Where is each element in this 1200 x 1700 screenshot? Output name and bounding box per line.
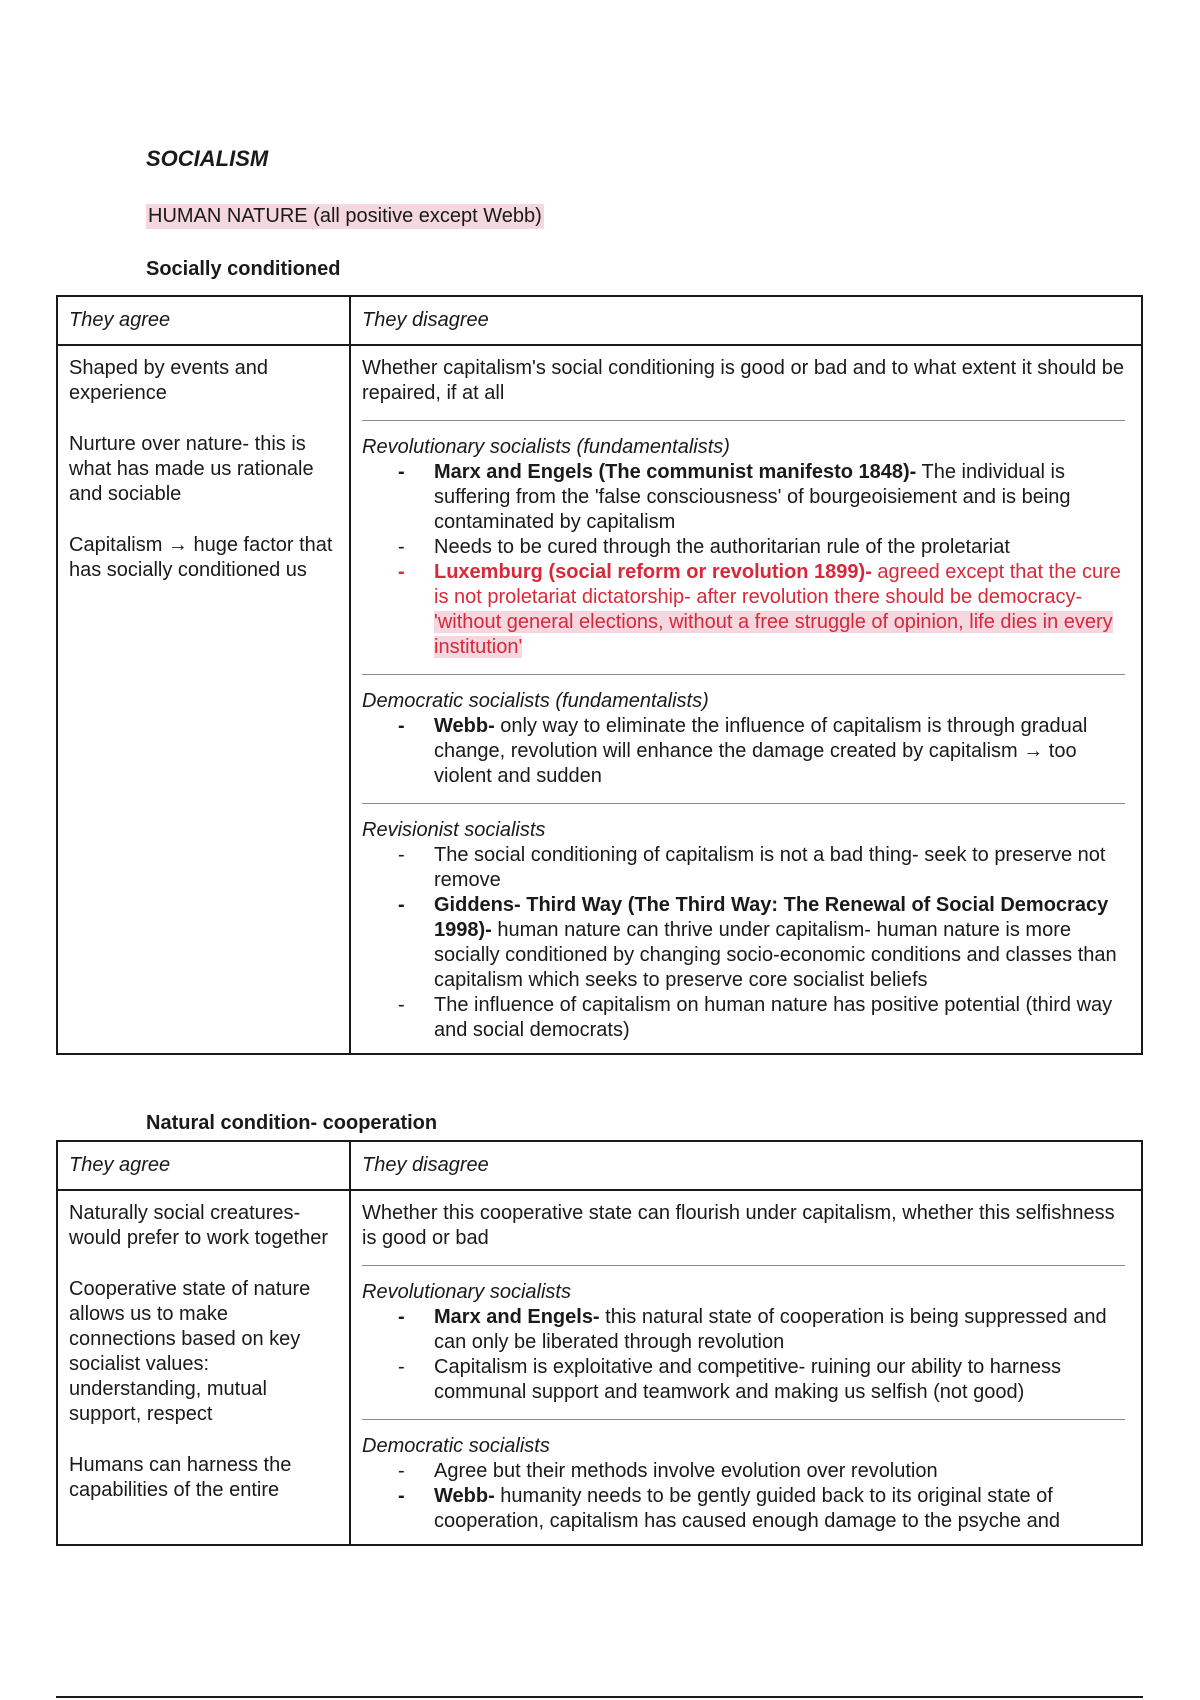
agree-cell <box>57 1190 350 1545</box>
agree-header: They agree <box>57 1141 350 1190</box>
bold-lead: Marx and Engels- <box>434 1306 600 1328</box>
disagree-header: They disagree <box>350 296 1142 345</box>
agree-point: Humans can harness the capabilities of the entire <box>69 1454 292 1501</box>
bold-lead: Webb- <box>434 715 495 737</box>
list-item: - The social conditioning of capitalism is not a bad thing- seek to preserve not remove <box>434 843 1125 893</box>
socially-conditioned-table <box>56 295 1143 1055</box>
list-item <box>434 714 1125 789</box>
revisionist-section <box>362 818 1125 1045</box>
bullet-list <box>362 714 1125 789</box>
democratic-section <box>362 689 1125 804</box>
list-item <box>434 893 1125 993</box>
bullet-list <box>362 1459 1125 1534</box>
agree-point: Nurture over nature- this is what has made us rationale and sociable <box>69 433 314 505</box>
bold-lead: Luxemburg (social reform or revolution 1899)- <box>434 561 872 583</box>
page-bottom-rule <box>56 1696 1143 1698</box>
list-item <box>434 1484 1125 1534</box>
bold-lead: Marx and Engels (The communist manifesto 1848)- <box>434 461 917 483</box>
revolutionary-section <box>362 435 1125 675</box>
agree-cell <box>57 345 350 1054</box>
item-text: The individual is suffering from the 'false consciousness' of bourgeoisiement and is being contaminated by capitalism <box>434 461 1071 533</box>
item-text: humanity needs to be gently guided back to its original state of cooperation, capitalism has caused enough damage to the psyche and <box>434 1485 1060 1532</box>
section-title: Revisionist socialists <box>362 819 546 841</box>
item-text: agreed except that the cure is not proletariat dictatorship- after revolution there should be democracy- <box>434 561 1121 608</box>
item-text: human nature can thrive under capitalism- human nature is more socially conditioned by changing socio-economic conditions and classes than capitalism which seeks to preserve core socialist beliefs <box>434 919 1117 991</box>
disagree-intro-section <box>362 356 1125 421</box>
disagree-cell <box>350 345 1142 1054</box>
list-item: - Capitalism is exploitative and competitive- ruining our ability to harness communal support and teamwork and making us selfish (not good) <box>434 1355 1125 1405</box>
table-header-row <box>57 1141 1142 1190</box>
agree-point: Cooperative state of nature allows us to make connections based on key socialist values: understanding, mutual support, respect <box>69 1278 311 1425</box>
document-title: SOCIALISM <box>146 146 269 171</box>
table-body-row <box>57 345 1142 1054</box>
bold-lead: Webb- <box>434 1485 495 1507</box>
bullet-list <box>362 843 1125 1043</box>
section-title: Democratic socialists (fundamentalists) <box>362 690 709 712</box>
bullet-list <box>362 460 1125 660</box>
table1-caption: Socially conditioned <box>146 258 341 280</box>
list-item-highlighted <box>434 560 1125 660</box>
agree-point: Naturally social creatures- would prefer to work together <box>69 1202 329 1249</box>
disagree-header: They disagree <box>350 1141 1142 1190</box>
democratic-section <box>362 1434 1125 1536</box>
disagree-intro: Whether capitalism's social conditioning is good or bad and to what extent it should be repaired, if at all <box>362 357 1125 404</box>
list-item <box>434 1305 1125 1355</box>
list-item: - Agree but their methods involve evolution over revolution <box>434 1459 1125 1484</box>
table2-caption: Natural condition- cooperation <box>146 1112 438 1134</box>
bullet-list <box>362 1305 1125 1405</box>
bold-lead: Giddens- Third Way (The Third Way: The Renewal of Social Democracy 1998)- <box>434 894 1109 941</box>
list-item <box>434 460 1125 535</box>
section-title: Democratic socialists <box>362 1435 550 1457</box>
list-item: - The influence of capitalism on human nature has positive potential (third way and social democrats) <box>434 993 1125 1043</box>
topic-heading: HUMAN NATURE (all positive except Webb) <box>148 205 542 227</box>
item-text: only way to eliminate the influence of capitalism is through gradual change, revolution will enhance the damage created by capitalism → too violent and sudden <box>434 715 1088 787</box>
agree-header: They agree <box>57 296 350 345</box>
agree-point: Shaped by events and experience <box>69 357 269 404</box>
section-title: Revolutionary socialists <box>362 1281 571 1303</box>
highlighted-quote: 'without general elections, without a free struggle of opinion, life dies in every institution' <box>434 611 1113 658</box>
section-title: Revolutionary socialists (fundamentalists) <box>362 436 730 458</box>
disagree-cell <box>350 1190 1142 1545</box>
list-item: - Needs to be cured through the authoritarian rule of the proletariat <box>434 535 1125 560</box>
item-text: this natural state of cooperation is being suppressed and can only be liberated through revolution <box>434 1306 1107 1353</box>
table-header-row <box>57 296 1142 345</box>
agree-point: Capitalism → huge factor that has socially conditioned us <box>69 534 333 581</box>
natural-condition-table <box>56 1140 1143 1546</box>
table-body-row <box>57 1190 1142 1545</box>
disagree-intro-section <box>362 1201 1125 1266</box>
disagree-intro: Whether this cooperative state can flourish under capitalism, whether this selfishness is good or bad <box>362 1202 1115 1249</box>
revolutionary-section <box>362 1280 1125 1420</box>
